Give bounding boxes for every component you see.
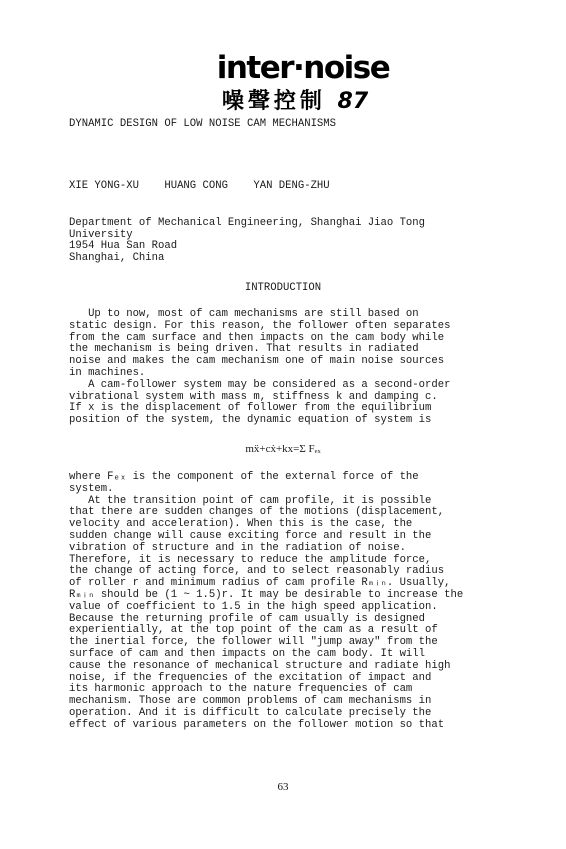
conference-logo-cn [0, 84, 566, 115]
text-line: value of coefficient to 1.5 in the high speed application. [69, 600, 438, 613]
text-line: sudden change will cause exciting force and result in the [69, 530, 432, 542]
text-line: 1954 Hua San Road [69, 240, 178, 252]
text-line: system. [69, 482, 114, 495]
text-line: If x is the displacement of follower from the equilibrium [69, 402, 432, 415]
paper-title: DYNAMIC DESIGN OF LOW NOISE CAM MECHANISMS [69, 118, 337, 130]
text-line: operation. And it is difficult to calculate precisely the [69, 707, 432, 719]
text-line: experientially, at the top point of the cam as a result of [69, 624, 438, 637]
text-line: A cam-follower system may be considered as a second-order [69, 378, 451, 391]
text-line: where Fₑₓ is the component of the external force of the [69, 471, 419, 483]
text-line: from the cam surface and then impacts on the cam body while [69, 331, 445, 344]
text-line: the mechanism is being driven. That results in radiated [69, 343, 419, 356]
text-line: mechanism. Those are common problems of cam mechanisms in [69, 695, 432, 708]
text-line: of roller r and minimum radius of cam profile Rₘᵢₙ. Usually, [69, 577, 451, 590]
text-line: static design. For this reason, the follower often separates [69, 319, 451, 332]
page-number: 63 [277, 781, 289, 793]
text-line: Shanghai, China [69, 251, 165, 264]
text-line: noise, if the frequencies of the excitation of impact and [69, 671, 432, 684]
text-line: Rₘᵢₙ should be (1 ~ 1.5)r. It may be desirable to increase the [69, 589, 464, 601]
authors: XIE YONG-XU HUANG CONG YAN DENG-ZHU [69, 180, 330, 192]
logo-cn-text: 噪聲控制 [221, 88, 326, 114]
text-line: that there are sudden changes of the motions (displacement, [69, 506, 445, 519]
text-line: position of the system, the dynamic equation of system is [69, 414, 432, 427]
text-line: effect of various parameters on the follower motion so that [69, 718, 445, 731]
text-line: Therefore, it is necessary to reduce the amplitude force, [69, 553, 432, 566]
text-line: its harmonic approach to the nature frequencies of cam [69, 683, 413, 696]
text-line: At the transition point of cam profile, it is possible [69, 494, 432, 507]
text-line: University [69, 228, 133, 241]
text-line: the inertial force, the follower will "jump away" from the [69, 636, 438, 649]
logo-year: 87 [337, 89, 369, 114]
text-line: vibration of structure and in the radiation of noise. [69, 541, 406, 554]
text-line: cause the resonance of mechanical structure and radiate high [69, 659, 451, 672]
text-line: vibrational system with mass m, stiffness k and damping c. [69, 390, 438, 403]
text-line: Up to now, most of cam mechanisms are still based on [69, 308, 419, 320]
text-line: the change of acting force, and to select reasonably radius [69, 565, 445, 578]
dynamic-equation: mẍ+cẋ+kx=Σ Fₑₓ [245, 443, 321, 455]
text-line: surface of cam and then impacts on the cam body. It will [69, 648, 426, 660]
text-line: velocity and acceleration). When this is the case, the [69, 518, 413, 531]
text-line: noise and makes the cam mechanism one of main noise sources [69, 355, 445, 368]
text-line: Because the returning profile of cam usually is designed [69, 612, 426, 625]
text-line: Department of Mechanical Engineering, Shanghai Jiao Tong [69, 217, 426, 229]
text-line: in machines. [69, 367, 146, 379]
section-heading: INTRODUCTION [244, 282, 322, 294]
conference-logo: inter·noise [216, 50, 390, 86]
